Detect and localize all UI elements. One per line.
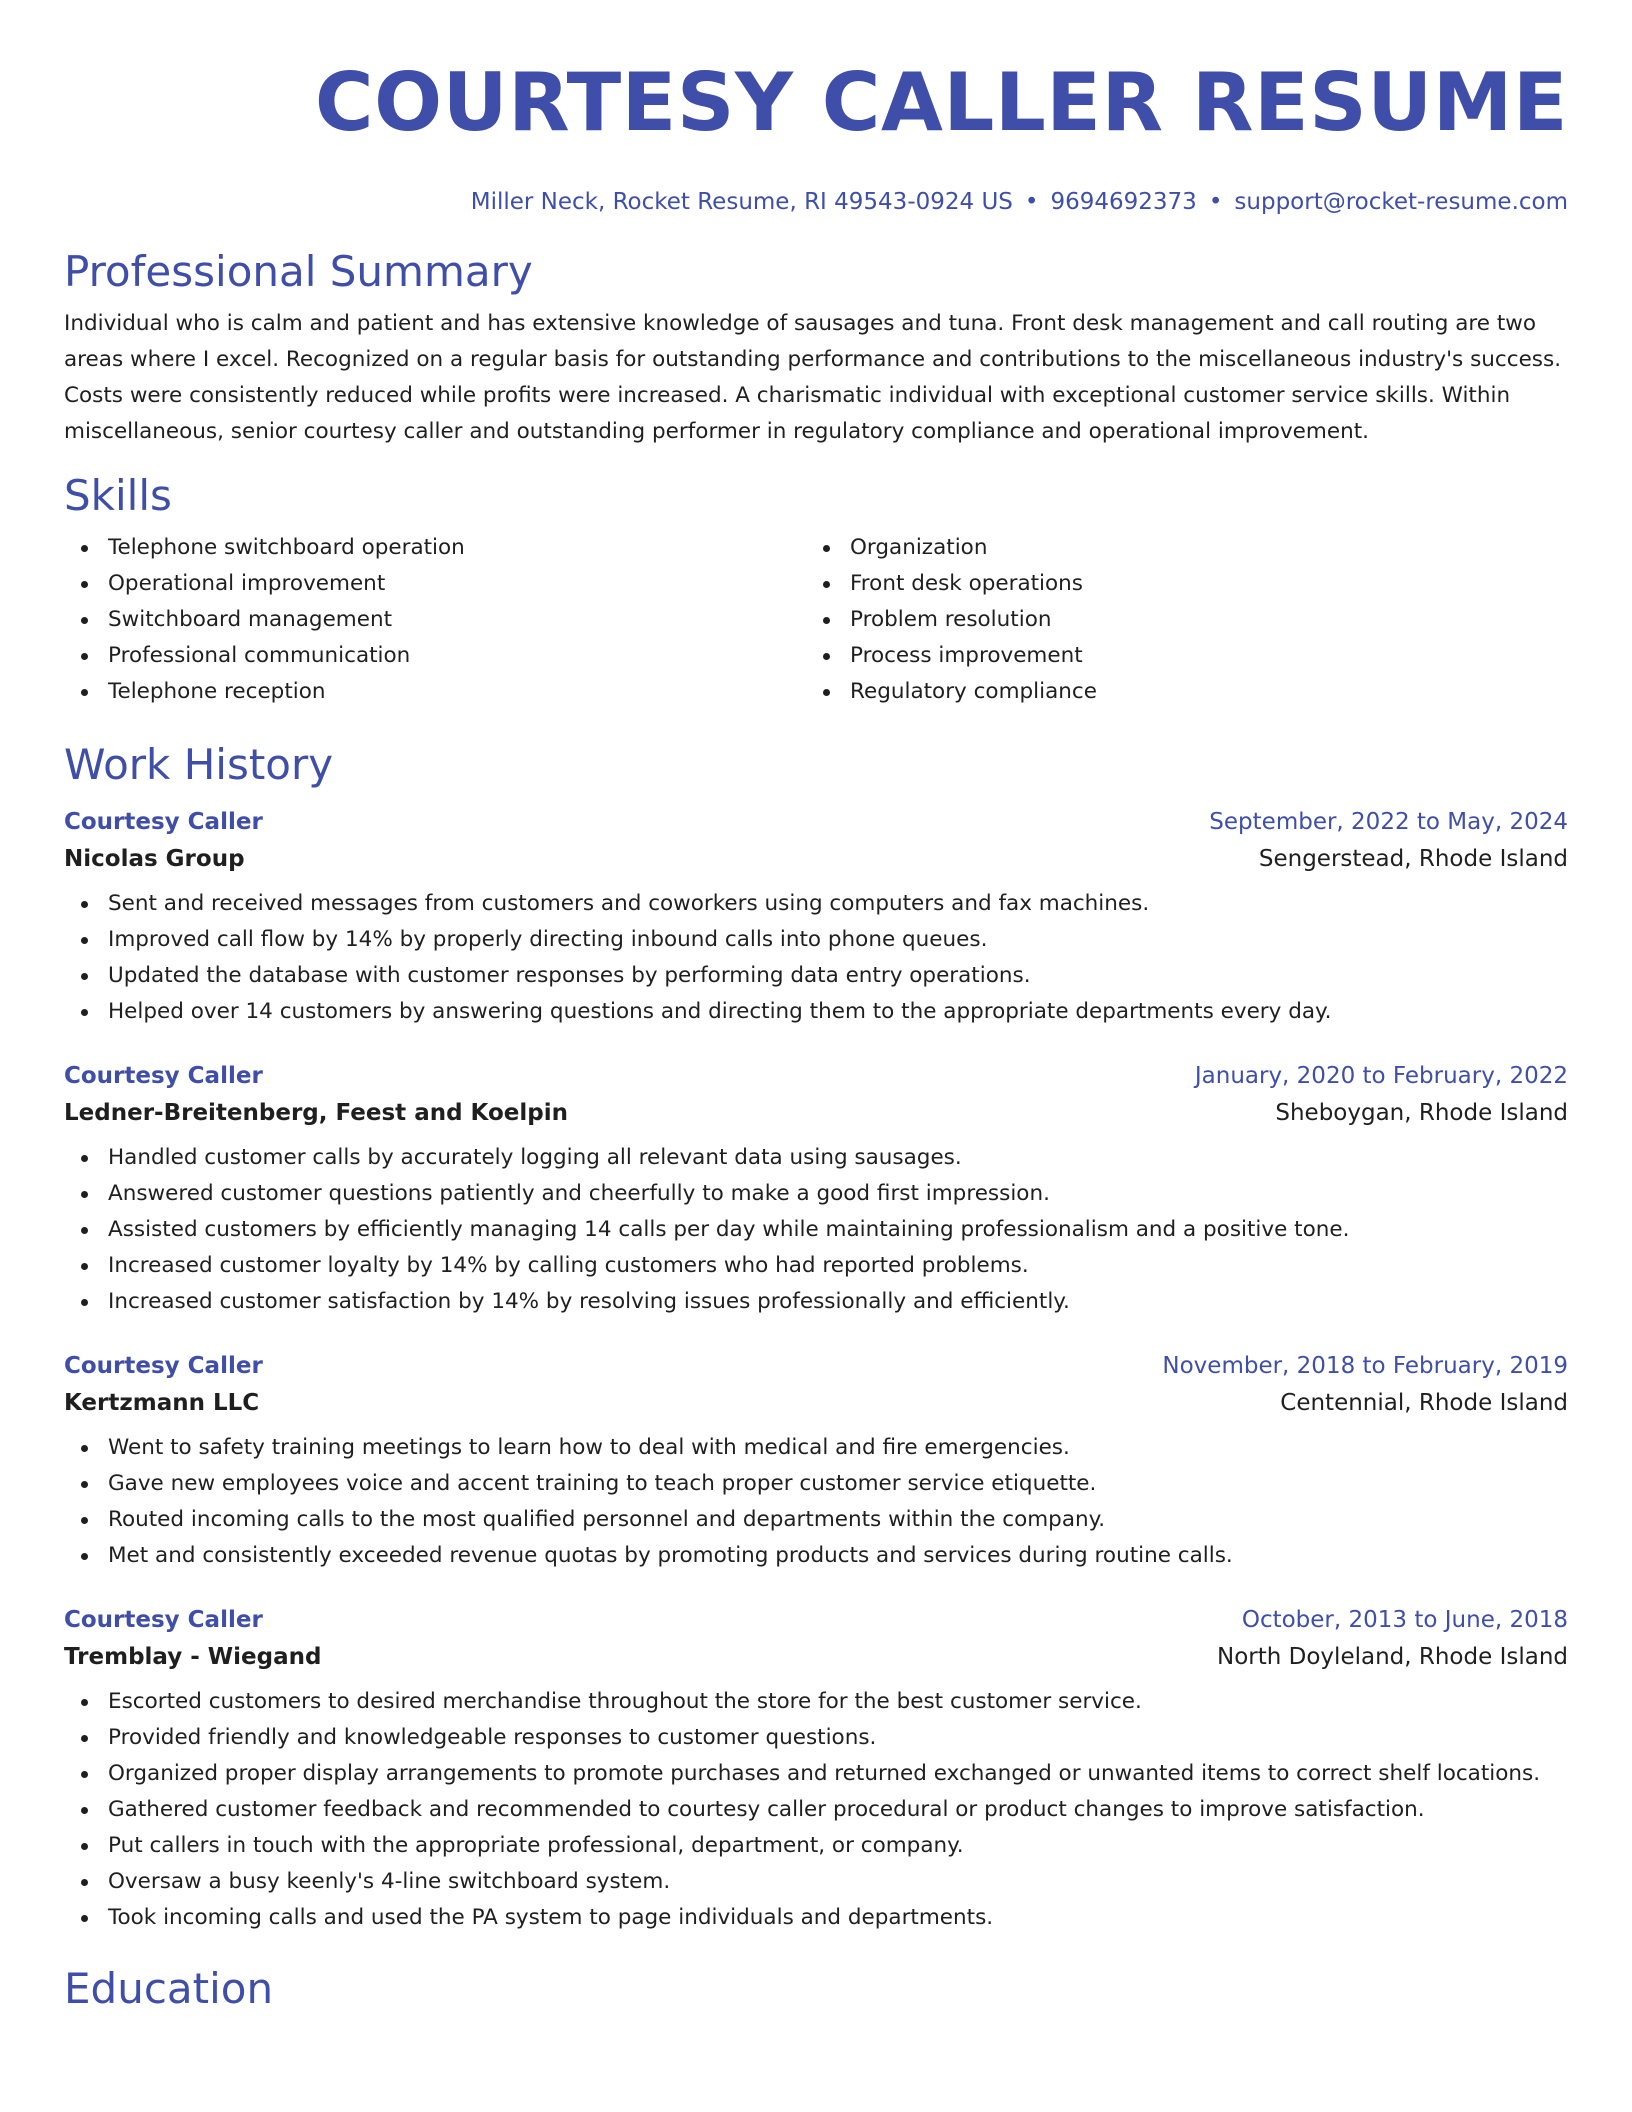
- job-location: Sengerstead, Rhode Island: [1258, 846, 1568, 872]
- job-bullet: Answered customer questions patiently and cheerfully to make a good first impression.: [64, 1176, 1568, 1212]
- job-bullets: [64, 1140, 1568, 1320]
- job-bullet: Assisted customers by efficiently managing 14 calls per day while maintaining professionalism and a positive tone.: [64, 1212, 1568, 1248]
- job-title: Courtesy Caller: [64, 1063, 263, 1089]
- skills-heading: Skills: [64, 471, 172, 520]
- job-bullet: Organized proper display arrangements to promote purchases and returned exchanged or unwanted items to correct shelf locations.: [64, 1756, 1568, 1792]
- job-location: North Doyleland, Rhode Island: [1217, 1644, 1568, 1670]
- contact-phone: 9694692373: [1050, 189, 1197, 215]
- job-bullet: Oversaw a busy keenly's 4-line switchboard system.: [64, 1864, 1568, 1900]
- resume-title: COURTESY CALLER RESUME: [314, 56, 1568, 149]
- job-dates: September, 2022 to May, 2024: [1209, 809, 1568, 835]
- job-bullet: Escorted customers to desired merchandise throughout the store for the best customer service.: [64, 1684, 1568, 1720]
- job-bullets: [64, 886, 1568, 1030]
- job-company: Tremblay - Wiegand: [64, 1644, 322, 1670]
- contact-address: Miller Neck, Rocket Resume, RI 49543-0924 US: [470, 189, 1013, 215]
- job-entry: [64, 1602, 1568, 1936]
- job-company: Kertzmann LLC: [64, 1390, 260, 1416]
- job-entry: [64, 804, 1568, 1030]
- job-bullet: Gave new employees voice and accent training to teach proper customer service etiquette.: [64, 1466, 1568, 1502]
- job-bullet: Took incoming calls and used the PA system to page individuals and departments.: [64, 1900, 1568, 1936]
- skill-item: Telephone reception: [64, 674, 806, 710]
- skill-item: Switchboard management: [64, 602, 806, 638]
- job-bullet: Provided friendly and knowledgeable responses to customer questions.: [64, 1720, 1568, 1756]
- job-location: Centennial, Rhode Island: [1280, 1390, 1568, 1416]
- job-bullet: Routed incoming calls to the most qualified personnel and departments within the company.: [64, 1502, 1568, 1538]
- job-bullet: Improved call flow by 14% by properly directing inbound calls into phone queues.: [64, 922, 1568, 958]
- job-bullet: Updated the database with customer responses by performing data entry operations.: [64, 958, 1568, 994]
- skills-column-left: [64, 530, 806, 710]
- job-bullet: Increased customer satisfaction by 14% by resolving issues professionally and efficiently.: [64, 1284, 1568, 1320]
- job-bullet: Met and consistently exceeded revenue quotas by promoting products and services during routine calls.: [64, 1538, 1568, 1574]
- job-location: Sheboygan, Rhode Island: [1275, 1100, 1568, 1126]
- skill-item: Organization: [806, 530, 1548, 566]
- contact-separator: •: [1024, 189, 1039, 215]
- job-bullet: Helped over 14 customers by answering questions and directing them to the appropriate departments every day.: [64, 994, 1568, 1030]
- summary-text: Individual who is calm and patient and has extensive knowledge of sausages and tuna. Front desk management and call routing are two areas where I excel. Recognized on a regular basis for outstanding performance and contributions to the miscellaneous industry's success. Costs were consistently reduced while profits were increased. A charismatic individual with exceptional customer service skills. Within miscellaneous, senior courtesy caller and outstanding performer in regulatory compliance and operational improvement.: [64, 311, 1562, 444]
- resume-page: [64, 0, 1568, 2014]
- job-bullet: Sent and received messages from customers and coworkers using computers and fax machines.: [64, 886, 1568, 922]
- job-bullet: Handled customer calls by accurately logging all relevant data using sausages.: [64, 1140, 1568, 1176]
- job-bullet: Went to safety training meetings to learn how to deal with medical and fire emergencies.: [64, 1430, 1568, 1466]
- job-entry: [64, 1058, 1568, 1320]
- job-company: Nicolas Group: [64, 846, 245, 872]
- skill-item: Professional communication: [64, 638, 806, 674]
- skills-column-right: [806, 530, 1548, 710]
- job-bullet: Gathered customer feedback and recommended to courtesy caller procedural or product changes to improve satisfaction.: [64, 1792, 1568, 1828]
- job-dates: January, 2020 to February, 2022: [1194, 1063, 1568, 1089]
- contact-line: [64, 187, 1568, 217]
- education-heading: Education: [64, 1964, 274, 2013]
- skill-item: Regulatory compliance: [806, 674, 1548, 710]
- work-history-heading: Work History: [64, 740, 334, 789]
- job-company: Ledner-Breitenberg, Feest and Koelpin: [64, 1100, 568, 1126]
- job-bullet: Put callers in touch with the appropriate professional, department, or company.: [64, 1828, 1568, 1864]
- contact-email: support@rocket-resume.com: [1234, 189, 1568, 215]
- job-entry: [64, 1348, 1568, 1574]
- skill-item: Telephone switchboard operation: [64, 530, 806, 566]
- job-bullets: [64, 1430, 1568, 1574]
- job-dates: November, 2018 to February, 2019: [1162, 1353, 1568, 1379]
- skills-list: [64, 530, 1568, 710]
- contact-separator: •: [1208, 189, 1223, 215]
- job-title: Courtesy Caller: [64, 1607, 263, 1633]
- job-title: Courtesy Caller: [64, 809, 263, 835]
- job-bullets: [64, 1684, 1568, 1936]
- skill-item: Front desk operations: [806, 566, 1548, 602]
- skill-item: Process improvement: [806, 638, 1548, 674]
- job-title: Courtesy Caller: [64, 1353, 263, 1379]
- summary-heading: Professional Summary: [64, 247, 533, 296]
- skill-item: Operational improvement: [64, 566, 806, 602]
- job-bullet: Increased customer loyalty by 14% by calling customers who had reported problems.: [64, 1248, 1568, 1284]
- skill-item: Problem resolution: [806, 602, 1548, 638]
- job-dates: October, 2013 to June, 2018: [1241, 1607, 1568, 1633]
